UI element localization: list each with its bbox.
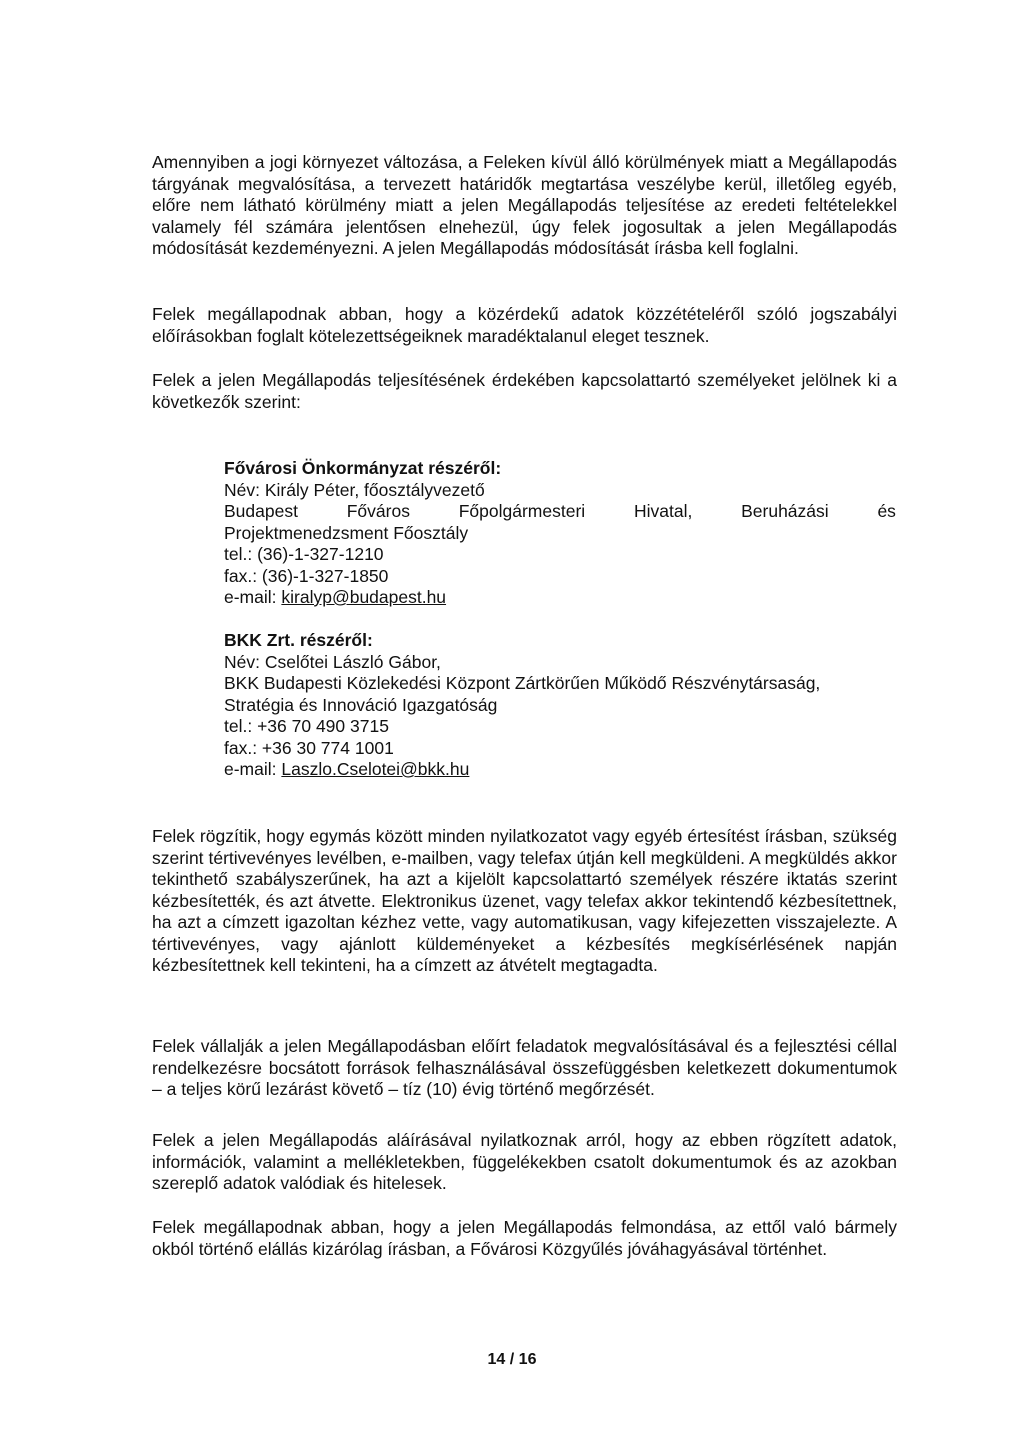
paragraph-termination: Felek megállapodnak abban, hogy a jelen Megállapodás felmondása, az ettől való bármely okból történő elállás kizárólag írásban, a Fővárosi Közgyűlés jóváhagyásával történhet. (152, 1217, 897, 1259)
org-word: Főváros (346, 501, 410, 521)
contact-name: Név: Cselőtei László Gábor, (224, 651, 441, 672)
contact-fax: fax.: +36 30 774 1001 (224, 737, 394, 758)
email-label: e-mail: (224, 759, 282, 779)
org-word: Budapest (224, 501, 298, 521)
email-label: e-mail: (224, 587, 282, 607)
contact-phone: tel.: +36 70 490 3715 (224, 716, 389, 736)
contact-fax: fax.: (36)-1-327-1850 (224, 565, 389, 586)
email-link[interactable]: kiralyp@budapest.hu (281, 587, 447, 607)
contact-block-fovaros (224, 458, 896, 609)
paragraph-public-data: Felek megállapodnak abban, hogy a közérdekű adatok közzétételéről szóló jogszabályi előírásokban foglalt kötelezettségeiknek maradéktalanul eleget tesznek. (152, 304, 897, 346)
contact-organization-line-2: Stratégia és Innováció Igazgatóság (224, 694, 498, 715)
contact-phone: tel.: (36)-1-327-1210 (224, 544, 384, 564)
org-word: Beruházási (741, 501, 829, 521)
org-word: és (877, 501, 896, 521)
contact-block-bkk (224, 630, 896, 781)
org-word: Főpolgármesteri (458, 501, 586, 521)
contact-organization-line-2: Projektmenedzsment Főosztály (224, 522, 469, 543)
contact-heading: Fővárosi Önkormányzat részéről: (224, 458, 502, 478)
contact-email-line (224, 759, 896, 781)
paragraph-contacts-intro: Felek a jelen Megállapodás teljesítésének érdekében kapcsolattartó személyeket jelölnek ki a következők szerint: (152, 370, 897, 412)
email-link[interactable]: Laszlo.Cselotei@bkk.hu (281, 759, 470, 779)
page-number: 14 / 16 (487, 1351, 537, 1368)
paragraph-notifications: Felek rögzítik, hogy egymás között minden nyilatkozatot vagy egyéb értesítést írásban, szükség szerint tértivevényes levélben, e-mailben, vagy telefax útján kell megküldeni. A megküldés akkor tekinthető szabályszerűnek, ha azt a kijelölt kapcsolattartó személyek részére iktatás szerint kézbesítették, és azt átvette. Elektronikus üzenet, vagy telefax akkor tekintendő kézbesítettnek, ha azt a címzett igazoltan kézhez vette, vagy automatikusan, vagy kifejezetten visszajelezte. A tértivevényes, vagy ajánlott küldeményeket a kézbesítés megkísérlésének napján kézbesítettnek kell tekinteni, ha a címzett az átvételt megtagadta. (152, 826, 897, 975)
contact-organization-line (224, 501, 896, 523)
paragraph-amendment: Amennyiben a jogi környezet változása, a Feleken kívül álló körülmények miatt a Megállapodás tárgyának megvalósítása, a tervezett határidők megtartása veszélybe kerül, illetőleg egyéb, előre nem látható körülmény miatt a jelen Megállapodás teljesítése az eredeti feltételekkel valamely fél számára jelentősen elnehezül, úgy felek jogosultak a jelen Megállapodás módosítását kezdeményezni. A jelen Megállapodás módosítását írásba kell foglalni. (152, 152, 897, 258)
contact-email-line (224, 587, 896, 609)
contact-name: Név: Király Péter, főosztályvezető (224, 479, 485, 500)
paragraph-data-validity: Felek a jelen Megállapodás aláírásával nyilatkoznak arról, hogy az ebben rögzített adatok, információk, valamint a mellékletekben, függelékekben csatolt dokumentumok és az azokban szereplő adatok valódiak és hitelesek. (152, 1130, 897, 1193)
paragraph-document-retention: Felek vállalják a jelen Megállapodásban előírt feladatok megvalósításával és a fejlesztési céllal rendelkezésre bocsátott források felhasználásával összefüggésben keletkezett dokumentumok – a teljes körű lezárást követő – tíz (10) évig történő megőrzését. (152, 1036, 897, 1099)
contact-heading: BKK Zrt. részéről: (224, 630, 373, 650)
contact-organization-line: BKK Budapesti Közlekedési Központ Zártkörűen Működő Részvénytársaság, (224, 673, 821, 693)
org-word: Hivatal, (633, 501, 693, 521)
